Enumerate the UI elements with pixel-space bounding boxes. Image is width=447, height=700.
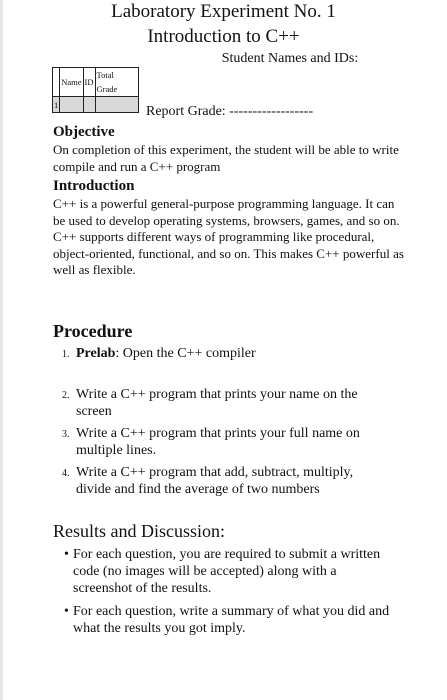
grade-table-header-row bbox=[53, 68, 139, 97]
grade-table-row bbox=[53, 97, 139, 113]
step-text: : Open the C++ compiler bbox=[115, 346, 256, 361]
grade-table-cell-name[interactable] bbox=[60, 97, 83, 113]
grade-table-cell-id[interactable] bbox=[83, 97, 95, 113]
results-heading: Results and Discussion: bbox=[53, 521, 226, 541]
step-text: Write a C++ program that prints your full name on multiple lines. bbox=[76, 426, 360, 458]
objective-heading: Objective bbox=[53, 124, 115, 140]
procedure-step-2 bbox=[62, 386, 382, 420]
grade-table bbox=[52, 67, 139, 113]
procedure-steps bbox=[62, 345, 382, 498]
grade-table-header-id: ID bbox=[83, 68, 95, 97]
bullet-text: For each question, write a summary of what you did and what the results you got imply. bbox=[73, 604, 390, 636]
grade-table-cell-total[interactable] bbox=[95, 97, 138, 113]
procedure-step-3 bbox=[62, 425, 382, 459]
grade-table-header-total: Total Grade bbox=[95, 68, 138, 97]
results-bullet-2 bbox=[64, 603, 399, 637]
results-bullets bbox=[64, 546, 399, 637]
introduction-text: C++ is a powerful general-purpose programming language. It can be used to develop operating systems, browsers, games, and so on. C++ supports different ways of programming like procedural, object-oriented, functional, and so on. This makes C++ powerful as well as flexible. bbox=[53, 196, 404, 277]
student-names-label: Student Names and IDs: bbox=[221, 51, 359, 66]
bullet-dot-icon: • bbox=[64, 604, 69, 619]
procedure-step-4 bbox=[62, 464, 382, 498]
document-subtitle: Introduction to C++ bbox=[147, 26, 300, 47]
introduction-heading: Introduction bbox=[53, 178, 135, 194]
step-number: 4. bbox=[62, 468, 70, 479]
step-bold-label: Prelab bbox=[76, 346, 116, 361]
step-number: 2. bbox=[62, 390, 70, 401]
grade-table-corner-cell bbox=[53, 68, 60, 97]
procedure-step-1 bbox=[62, 345, 382, 362]
report-grade-line: Report Grade: ------------------ bbox=[146, 104, 314, 119]
step-text: Write a C++ program that add, subtract, multiply, divide and find the average of two numbers bbox=[76, 465, 354, 497]
document-title: Laboratory Experiment No. 1 bbox=[111, 1, 336, 22]
step-text: Write a C++ program that prints your name on the screen bbox=[76, 387, 358, 419]
grade-table-row-index: 1 bbox=[53, 97, 60, 113]
page-edge-divider bbox=[0, 0, 3, 700]
objective-text: On completion of this experiment, the student will be able to write compile and run a C++ program bbox=[53, 142, 399, 174]
grade-table-header-name: Name bbox=[60, 68, 83, 97]
bullet-dot-icon: • bbox=[64, 547, 69, 562]
bullet-text: For each question, you are required to submit a written code (no images will be accepted) along with a screenshot of the results. bbox=[73, 547, 381, 596]
procedure-heading: Procedure bbox=[53, 321, 133, 341]
step-number: 3. bbox=[62, 429, 70, 440]
results-bullet-1 bbox=[64, 546, 399, 597]
step-number: 1. bbox=[62, 349, 70, 360]
